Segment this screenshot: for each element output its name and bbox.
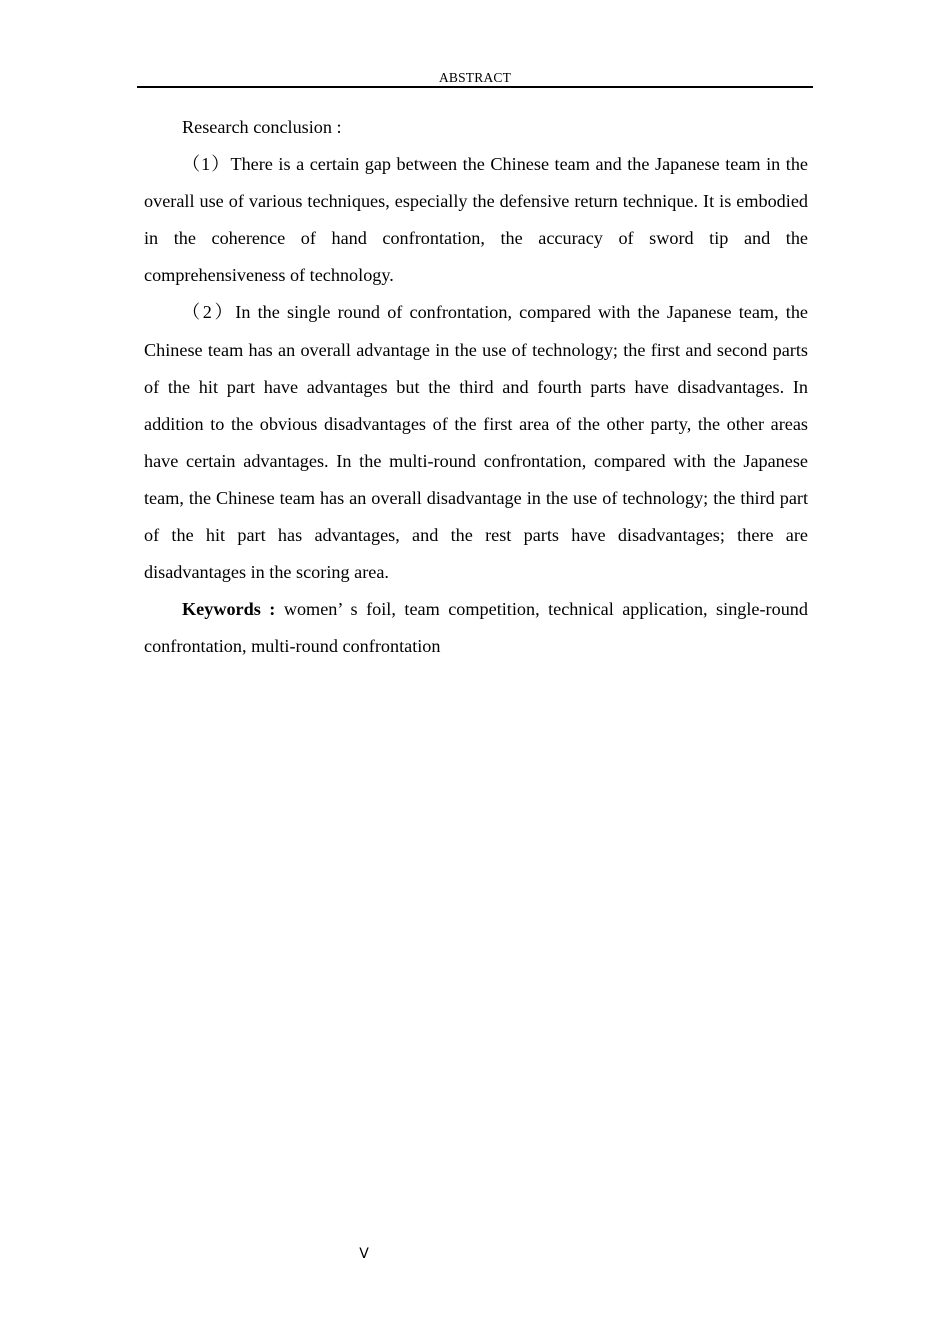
section-heading: Research conclusion :	[182, 117, 342, 137]
conclusion-paragraph-1: （1）There is a certain gap between the Chinese team and the Japanese team in the overall use of various techniques, especially the defensive return technique. It is embodied in the coherence of hand confrontation, the accuracy of sword tip and the comprehensiveness of technology.	[144, 154, 808, 286]
page-header	[137, 69, 813, 88]
conclusion-paragraph-2: （2）In the single round of confrontation, compared with the Japanese team, the Chinese team has an overall advantage in the use of technology; the first and second parts of the hit part have advantages but the third and fourth parts have disadvantages. In addition to the obvious disadvantages of the first area of the other party, the other areas have certain advantages. In the multi-round confrontation, compared with the Japanese team, the Chinese team has an overall disadvantage in the use of technology; the third part of the hit part has advantages, and the rest parts have disadvantages; there are disadvantages in the scoring area.	[144, 302, 808, 583]
abstract-body	[144, 109, 808, 665]
header-title: ABSTRACT	[438, 70, 512, 85]
keywords-label: Keywords :	[182, 599, 276, 620]
keywords-text: women’ s foil, team competition, technical application, single-round confrontation, multi-round confrontation	[144, 599, 808, 657]
page-number: V	[359, 1246, 369, 1262]
keywords-paragraph	[144, 591, 808, 665]
